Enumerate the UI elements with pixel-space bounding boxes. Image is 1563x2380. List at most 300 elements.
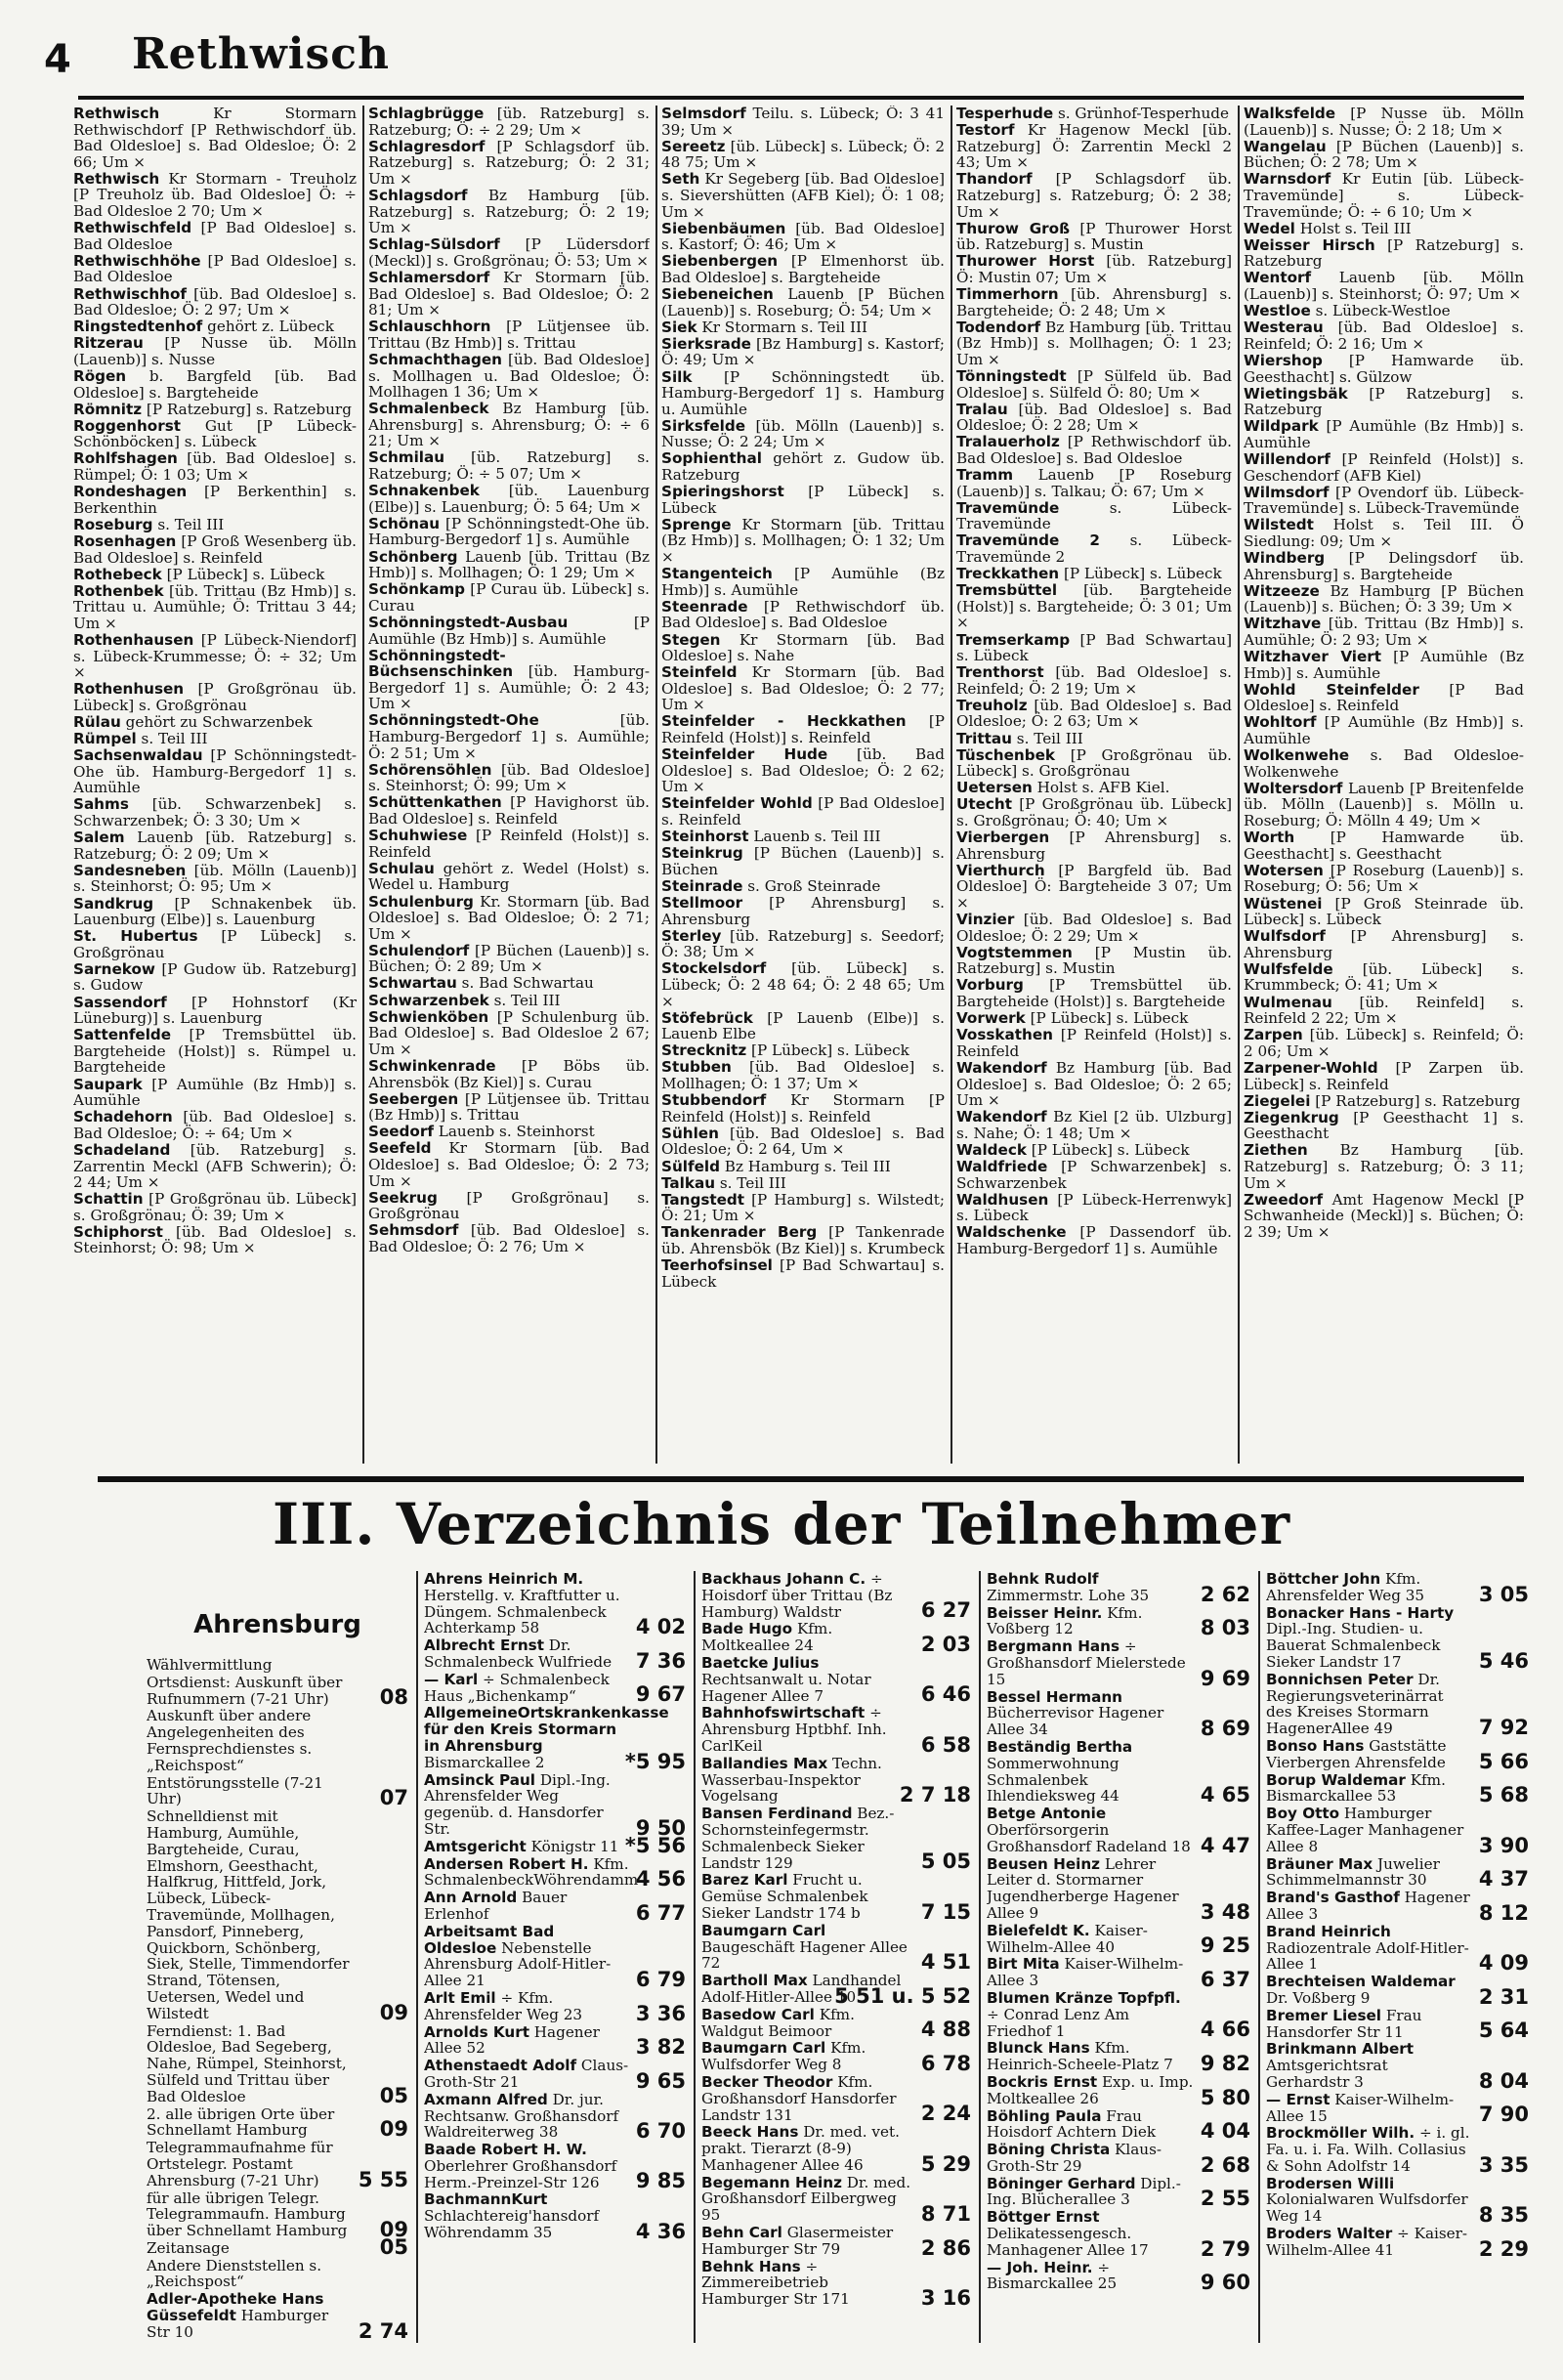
subscriber-name: Beisser Heinr. bbox=[987, 1603, 1103, 1622]
locality-name: Todendorf bbox=[956, 318, 1041, 336]
subscriber-details: Claus-Groth-Str 21 bbox=[424, 2057, 629, 2091]
locality-name: Wentorf bbox=[1244, 269, 1312, 287]
locality-entry bbox=[956, 664, 1232, 697]
locality-name: Tremsbüttel bbox=[956, 581, 1058, 600]
subscriber-entry bbox=[147, 1708, 408, 1773]
phone-number: 5 66 bbox=[1478, 1749, 1529, 1773]
locality-details: [P Schönningstedt-Ohe üb. Hamburg-Bergedorf 1] s. Aumühle bbox=[368, 514, 650, 549]
locality-name: Windberg bbox=[1244, 549, 1326, 568]
subscriber-column-5 bbox=[1266, 1571, 1529, 2353]
subscriber-details: Dipl.-Ing. Blücherallee 3 bbox=[987, 2174, 1181, 2209]
subscriber-entry bbox=[147, 1657, 408, 1674]
locality-entry bbox=[1244, 747, 1524, 780]
column-divider bbox=[950, 106, 952, 1464]
locality-name: Trenthorst bbox=[956, 663, 1044, 682]
locality-entry bbox=[956, 319, 1232, 368]
locality-name: Steinrade bbox=[661, 876, 743, 895]
locality-entry bbox=[1244, 237, 1524, 270]
locality-name: Zweedorf bbox=[1244, 1190, 1324, 1209]
subscriber-details: Gaststätte Vierbergen Ahrensfelde bbox=[1266, 1736, 1447, 1771]
subscriber-details: Dr. jur. Rechtsanw. Großhansdorf Waldreiterweg 38 bbox=[424, 2090, 619, 2142]
locality-details: [üb. Lauenburg (Elbe)] s. Lauenburg; Ö: 5 64; Um × bbox=[368, 482, 650, 516]
locality-entry bbox=[73, 450, 357, 483]
locality-name: Sehmsdorf bbox=[368, 1221, 459, 1240]
locality-details: Holst s. AFB Kiel. bbox=[1036, 779, 1170, 797]
locality-name: Steinfelder Hude bbox=[661, 745, 828, 764]
subscriber-entry bbox=[147, 2190, 408, 2239]
subscriber-name: Ann Arnold bbox=[424, 1889, 518, 1907]
locality-entry bbox=[1244, 995, 1524, 1027]
page-number: 4 bbox=[44, 37, 71, 82]
subscriber-name: Baumgarn Carl bbox=[701, 1921, 826, 1939]
locality-details: [P Ahrensburg] s. Ahrensburg bbox=[956, 829, 1232, 863]
subscriber-details: ÷ Zimmereibetrieb Hamburger Str 171 bbox=[701, 2257, 850, 2309]
locality-details: [üb. Hamburg-Bergedorf 1] s. Aumühle; Ö: 2 51; Um × bbox=[368, 711, 650, 762]
locality-entry bbox=[661, 960, 945, 1009]
locality-entry bbox=[73, 995, 357, 1027]
phone-number: 7 90 bbox=[1478, 2103, 1529, 2127]
phone-number: *5 56 bbox=[624, 1833, 686, 1857]
subscriber-details: Entstörungsstelle (7-21 Uhr) bbox=[147, 1773, 323, 1808]
subscriber-details: Hagener Allee 52 bbox=[424, 2022, 600, 2058]
locality-entry bbox=[1244, 1142, 1524, 1191]
locality-entry bbox=[1244, 451, 1524, 484]
locality-name: Tesperhude bbox=[956, 106, 1054, 122]
phone-number: 05 bbox=[379, 2083, 408, 2107]
locality-entry bbox=[368, 712, 650, 761]
locality-details: [P Ahrensburg] s. Ahrensburg bbox=[661, 894, 945, 928]
locality-details: [üb. Ratzeburg] Ö: Mustin 07; Um × bbox=[956, 252, 1232, 286]
locality-name: Tremserkamp bbox=[956, 630, 1071, 649]
subscriber-name: Bergmann Hans bbox=[987, 1637, 1120, 1656]
subscriber-name: Betge Antonie bbox=[987, 1805, 1107, 1823]
subscriber-entry bbox=[1266, 2226, 1529, 2259]
subscriber-entry bbox=[1266, 2174, 1529, 2228]
locality-name: Rümpel bbox=[73, 730, 137, 748]
locality-name: Wilstedt bbox=[1244, 516, 1314, 534]
locality-details: [P Lübeck] s. Lübeck bbox=[1031, 1140, 1190, 1159]
locality-name: Sereetz bbox=[661, 137, 726, 155]
locality-name: Rethwischhof bbox=[73, 284, 188, 303]
subscriber-name: Beusen Heinz bbox=[987, 1854, 1100, 1873]
subscriber-column-4 bbox=[987, 1571, 1250, 2353]
locality-entry bbox=[73, 220, 357, 252]
locality-name: Tangstedt bbox=[661, 1190, 745, 1209]
locality-details: Teilu. s. Lübeck; Ö: 3 41 39; Um × bbox=[661, 106, 945, 139]
locality-entry bbox=[73, 286, 357, 319]
locality-name: Zarpener-Wohld bbox=[1244, 1058, 1378, 1077]
locality-name: Siebenbergen bbox=[661, 252, 779, 271]
phone-number: 9 65 bbox=[635, 2068, 686, 2093]
locality-details: [P Nusse üb. Mölln (Lauenb)] s. Nusse bbox=[73, 334, 357, 368]
locality-details: Lauenb [üb. Ratzeburg] s. Ratzeburg; Ö: 2 09; Um × bbox=[73, 829, 357, 863]
locality-entry bbox=[661, 566, 945, 598]
locality-entry bbox=[661, 746, 945, 795]
subscriber-entry bbox=[701, 2123, 971, 2176]
locality-details: [P Schönningstedt-Ohe üb. Hamburg-Bergedorf 1] s. Aumühle bbox=[73, 746, 357, 797]
locality-details: s. Bad Schwartau bbox=[461, 974, 594, 993]
subscriber-entry bbox=[701, 1621, 971, 1654]
locality-entry bbox=[368, 449, 650, 482]
locality-entry bbox=[661, 845, 945, 877]
locality-details: Bz Hamburg [üb. Ratzeburg] s. Ratzeburg; Ö: 2 19; Um × bbox=[368, 186, 650, 237]
locality-name: Sandkrug bbox=[73, 894, 154, 913]
phone-number: 4 51 bbox=[920, 1950, 971, 1975]
locality-details: [P Reinfeld (Holst)] s. Reinfeld bbox=[956, 1026, 1232, 1060]
subscriber-entry bbox=[1266, 1605, 1529, 1671]
locality-details: [P Aumühle (Bz Hmb)] s. Aumühle bbox=[1244, 648, 1524, 682]
locality-name: Ziegenkrug bbox=[1244, 1108, 1339, 1126]
subscriber-entry bbox=[987, 1605, 1250, 1638]
locality-details: [üb. Hamburg-Bergedorf 1] s. Aumühle; Ö: 2 43; Um × bbox=[368, 662, 650, 713]
locality-details: [üb. Ratzeburg] s. Ratzeburg; Ö: ÷ 2 29; Um × bbox=[368, 106, 650, 139]
phone-number: 8 71 bbox=[920, 2202, 971, 2227]
locality-entry bbox=[956, 747, 1232, 780]
phone-number: 8 04 bbox=[1478, 2068, 1529, 2093]
column-divider bbox=[416, 1571, 418, 2343]
subscriber-name: Brand's Gasthof bbox=[1266, 1889, 1400, 1907]
subscriber-name: Blunck Hans bbox=[987, 2039, 1090, 2058]
subscriber-name: Bartholl Max bbox=[701, 1972, 808, 1990]
locality-details: Bz Kiel [2 üb. Ulzburg] s. Nahe; Ö: 1 48; Um × bbox=[956, 1108, 1232, 1142]
subscriber-entry bbox=[147, 2234, 408, 2259]
phone-number: 2 24 bbox=[920, 2102, 971, 2126]
locality-entry bbox=[1244, 171, 1524, 220]
locality-entry bbox=[73, 928, 357, 960]
column-divider bbox=[694, 1571, 696, 2343]
locality-details: [P Lütjensee üb. Trittau (Bz Hmb)] s. Trittau bbox=[368, 318, 650, 352]
locality-name: Willendorf bbox=[1244, 449, 1331, 468]
locality-name: Saupark bbox=[73, 1075, 143, 1093]
locality-details: [P Schlagsdorf üb. Ratzeburg] s. Ratzeburg; Ö: 2 38; Um × bbox=[956, 170, 1232, 221]
locality-details: Lauenb [P Roseburg (Lauenb)] s. Talkau; Ö: 67; Um × bbox=[956, 466, 1232, 500]
locality-entry bbox=[956, 253, 1232, 285]
locality-details: [P Böbs üb. Ahrensbök (Bz Kiel)] s. Curau bbox=[368, 1056, 650, 1091]
locality-name: Rethwisch bbox=[73, 106, 160, 122]
locality-details: [üb. Ratzeburg] s. Ratzeburg; Ö: ÷ 5 07; Um × bbox=[368, 448, 650, 484]
subscriber-entry bbox=[147, 1675, 408, 1708]
locality-entry bbox=[73, 418, 357, 450]
locality-entry bbox=[661, 664, 945, 713]
locality-entry bbox=[956, 1109, 1232, 1141]
locality-details: [P Zarpen üb. Lübeck] s. Reinfeld bbox=[1244, 1058, 1524, 1093]
phone-number: 09 bbox=[379, 2217, 408, 2241]
subscriber-details: Frau Hansdorfer Str 11 bbox=[1266, 2006, 1422, 2041]
subscriber-entry bbox=[701, 2072, 971, 2126]
subscriber-entry bbox=[424, 1833, 686, 1857]
phone-number: 4 47 bbox=[1200, 1833, 1250, 1857]
locality-details: [P Bad Oldesloe] s. Bad Oldesloe bbox=[73, 251, 357, 286]
subscriber-name: — Joh. Heinr. bbox=[987, 2258, 1093, 2276]
locality-name: Schulendorf bbox=[368, 941, 470, 959]
locality-entry bbox=[1244, 1060, 1524, 1092]
subscriber-entry bbox=[1266, 1922, 1529, 1976]
locality-details: [üb. Bad Oldesloe] s. Bad Oldesloe; Ö: 2 62; Um × bbox=[661, 745, 945, 796]
locality-name: Sandesneben bbox=[73, 861, 187, 879]
subscriber-details: Kfm. Ahrensfelder Weg 35 bbox=[1266, 1571, 1425, 1604]
locality-entry bbox=[73, 632, 357, 681]
subscriber-details: Techn. Wasserbau-Inspektor Vogelsang bbox=[701, 1754, 882, 1806]
subscriber-entry bbox=[1266, 2040, 1529, 2093]
locality-name: Schönberg bbox=[368, 547, 458, 566]
locality-name: Wakendorf bbox=[956, 1108, 1047, 1126]
locality-details: [P Dassendorf üb. Hamburg-Bergedorf 1] s. Aumühle bbox=[956, 1223, 1232, 1257]
phone-number: 09 bbox=[379, 2117, 408, 2142]
locality-name: Thurower Horst bbox=[956, 252, 1095, 271]
locality-details: s. Lübeck-Travemünde bbox=[956, 498, 1232, 533]
phone-number: 5 29 bbox=[920, 2151, 971, 2176]
locality-name: Wedel bbox=[1244, 219, 1295, 237]
phone-number: 5 46 bbox=[1478, 1648, 1529, 1673]
subscriber-entry bbox=[424, 1704, 686, 1773]
locality-column-1 bbox=[73, 106, 357, 1464]
phone-number: 8 12 bbox=[1478, 1900, 1529, 1925]
locality-details: [üb. Bargteheide (Holst)] s. Bargteheide; Ö: 3 01; Um × bbox=[956, 581, 1232, 632]
locality-details: gehört z. Wedel (Holst) s. Wedel u. Hamburg bbox=[368, 859, 650, 894]
locality-details: Amt Hagenow Meckl [P Schwanheide (Meckl)] s. Büchen; Ö: 2 39; Um × bbox=[1244, 1190, 1524, 1241]
locality-name: Steinfelder - Heckkathen bbox=[661, 712, 907, 731]
locality-entry bbox=[73, 517, 357, 533]
phone-number: 6 70 bbox=[635, 2119, 686, 2144]
locality-details: [üb. Lübeck] s. Reinfeld; Ö: 2 06; Um × bbox=[1244, 1026, 1524, 1060]
locality-details: [P Lüdersdorf (Meckl)] s. Großgrönau; Ö: 53; Um × bbox=[368, 235, 650, 270]
locality-name: Rothenbek bbox=[73, 581, 164, 600]
subscriber-entry bbox=[987, 2208, 1250, 2261]
locality-entry bbox=[661, 1042, 945, 1059]
subscriber-name: Athenstaedt Adolf bbox=[424, 2057, 577, 2075]
locality-details: [üb. Reinfeld] s. Reinfeld 2 22; Um × bbox=[1244, 993, 1524, 1028]
subscriber-details: Schlachtereig'hansdorf Wöhrendamm 35 bbox=[424, 2207, 600, 2242]
locality-entry bbox=[368, 581, 650, 614]
locality-name: Vinzier bbox=[956, 911, 1015, 929]
locality-name: Schönau bbox=[368, 514, 441, 532]
locality-name: Seedorf bbox=[368, 1123, 434, 1141]
locality-name: Vosskathen bbox=[956, 1026, 1053, 1044]
subscriber-entry bbox=[424, 1672, 686, 1705]
locality-details: [üb. Bad Oldesloe] s. Steinhorst; Ö: 99; Um × bbox=[368, 760, 650, 795]
subscriber-details: Dr. Schmalenbeck Wulfriede bbox=[424, 1636, 613, 1671]
locality-entry bbox=[956, 796, 1232, 829]
locality-name: Schlamersdorf bbox=[368, 268, 490, 286]
subscriber-details: Baugeschäft Hagener Allee 72 bbox=[701, 1937, 908, 1973]
phone-number: 9 85 bbox=[635, 2169, 686, 2193]
locality-entry bbox=[368, 828, 650, 860]
subscriber-details: ÷ Großhansdorf Mielerstede 15 bbox=[987, 1637, 1186, 1688]
locality-name: Travemünde 2 bbox=[956, 531, 1100, 550]
locality-details: s. Bad Oldesloe-Wolkenwehe bbox=[1244, 746, 1524, 781]
locality-entry bbox=[956, 500, 1232, 532]
subscriber-entry bbox=[424, 1772, 686, 1838]
locality-entry bbox=[368, 1190, 650, 1222]
locality-entry bbox=[956, 402, 1232, 434]
locality-details: [P Hamwarde üb. Geesthacht] s. Geesthacht bbox=[1244, 829, 1524, 863]
locality-name: Stellmoor bbox=[661, 894, 743, 912]
phone-number: 6 79 bbox=[635, 1967, 686, 1991]
subscriber-entry bbox=[987, 1923, 1250, 1956]
locality-entry bbox=[661, 632, 945, 664]
subscriber-entry bbox=[1266, 2092, 1529, 2125]
locality-details: Kr. Stormarn [üb. Bad Oldesloe] s. Bad Oldesloe; Ö: 2 71; Um × bbox=[368, 892, 650, 943]
subscriber-entry bbox=[701, 1871, 971, 1924]
page-header bbox=[44, 27, 1529, 86]
subscriber-details: Kfm. Großhansdorf Hansdorfer Landstr 131 bbox=[701, 2072, 897, 2124]
locality-entry bbox=[1244, 616, 1524, 648]
subscriber-entry bbox=[1266, 1856, 1529, 1890]
subscriber-name: Bockris Ernst bbox=[987, 2072, 1098, 2091]
locality-name: Selmsdorf bbox=[661, 106, 746, 122]
phone-number: 5 05 bbox=[920, 1849, 971, 1874]
phone-number: 6 46 bbox=[920, 1682, 971, 1707]
subscriber-name: Basedow Carl bbox=[701, 2005, 815, 2023]
subscriber-entry bbox=[987, 2142, 1250, 2175]
locality-name: Talkau bbox=[661, 1173, 716, 1192]
locality-details: [üb. Bad Oldesloe] s. Reinfeld; Ö: 2 19; Um × bbox=[956, 663, 1232, 698]
locality-name: Steenrade bbox=[661, 597, 748, 616]
locality-entry bbox=[368, 139, 650, 188]
locality-name: Thandorf bbox=[956, 170, 1033, 189]
locality-details: [üb. Mölln (Lauenb)] s. Nusse; Ö: 2 24; Um × bbox=[661, 416, 945, 451]
locality-entry bbox=[956, 368, 1232, 401]
locality-details: [P Curau üb. Lübeck] s. Curau bbox=[368, 580, 650, 615]
phone-number: 2 79 bbox=[1200, 2236, 1250, 2261]
locality-name: Sassendorf bbox=[73, 993, 167, 1011]
subscriber-name: Behnk Rudolf bbox=[987, 1571, 1099, 1588]
locality-entry bbox=[73, 714, 357, 731]
locality-entry bbox=[368, 993, 650, 1009]
phone-number: 09 bbox=[379, 2000, 408, 2024]
locality-entry bbox=[368, 894, 650, 943]
locality-name: Steinfeld bbox=[661, 663, 738, 682]
locality-name: Stubbendorf bbox=[661, 1091, 767, 1110]
directory-page bbox=[39, 27, 1529, 2362]
locality-details: Kr Segeberg [üb. Bad Oldesloe] s. Sievershütten (AFB Kiel); Ö: 1 08; Um × bbox=[661, 170, 945, 221]
subscriber-details: Rechtsanwalt u. Notar Hagener Allee 7 bbox=[701, 1670, 871, 1705]
subscriber-entry bbox=[147, 2290, 408, 2343]
subscriber-name: Bonso Hans bbox=[1266, 1736, 1365, 1755]
locality-entry bbox=[956, 221, 1232, 253]
locality-entry bbox=[661, 221, 945, 253]
subscriber-details: ÷ Ahrensburg Hptbhf. Inh. CarlKeil bbox=[701, 1704, 887, 1755]
subscriber-details: ÷ i. gl. Fa. u. i. Fa. Wilh. Collasius & Sohn Adolfstr 14 bbox=[1266, 2124, 1470, 2175]
locality-name: Schadeland bbox=[73, 1140, 171, 1159]
phone-number: 4 09 bbox=[1478, 1951, 1529, 1976]
locality-name: Tramm bbox=[956, 466, 1014, 485]
locality-name: Ringstedtenhof bbox=[73, 318, 203, 336]
subscriber-name: BachmannKurt bbox=[424, 2190, 548, 2209]
subscriber-details: Andere Dienststellen s. „Reichspost“ bbox=[147, 2256, 322, 2291]
locality-entry bbox=[73, 106, 357, 170]
locality-details: [P Schlagsdorf üb. Ratzeburg] s. Ratzeburg; Ö: 2 31; Um × bbox=[368, 137, 650, 188]
locality-entry bbox=[956, 467, 1232, 499]
subscriber-details: Amtsgerichtsrat Gerhardstr 3 bbox=[1266, 2057, 1388, 2091]
locality-entry bbox=[956, 286, 1232, 319]
locality-name: Woltersdorf bbox=[1244, 779, 1343, 797]
locality-entry bbox=[661, 928, 945, 960]
phone-number: 3 05 bbox=[1478, 1582, 1529, 1606]
locality-details: s. Teil III bbox=[141, 730, 208, 748]
subscriber-details: ÷ Schmalenbeck Haus „Bichenkamp“ bbox=[424, 1670, 610, 1705]
subscriber-name: Brinkmann Albert bbox=[1266, 2040, 1415, 2059]
subscriber-entry bbox=[1266, 2008, 1529, 2041]
locality-entry bbox=[1244, 714, 1524, 746]
locality-name: Stöfebrück bbox=[661, 1008, 753, 1027]
locality-entry bbox=[368, 615, 650, 647]
subscriber-entry bbox=[1266, 1974, 1529, 2007]
locality-entry bbox=[956, 532, 1232, 565]
locality-name: Seth bbox=[661, 170, 700, 189]
locality-details: Kr Stormarn - Treuholz [P Treuholz üb. Bad Oldesloe] Ö: ÷ Bad Oldesloe 2 70; Um × bbox=[73, 169, 357, 221]
subscriber-details: Kaiser-Wilhelm-Allee 3 bbox=[987, 1955, 1184, 1990]
subscriber-details: Juwelier Schimmelmannstr 30 bbox=[1266, 1854, 1440, 1890]
phone-number: 2 31 bbox=[1478, 1984, 1529, 2009]
locality-entry bbox=[661, 1257, 945, 1290]
locality-name: Rondeshagen bbox=[73, 483, 188, 501]
locality-name: Treckkathen bbox=[956, 565, 1060, 583]
subscriber-details: Kfm. Moltkeallee 24 bbox=[701, 1620, 833, 1655]
locality-details: Kr Hagenow Meckl [üb. Ratzeburg] Ö: Zarrentin Meckl 2 43; Um × bbox=[956, 121, 1232, 172]
phone-number: 8 03 bbox=[1200, 1616, 1250, 1640]
locality-entry bbox=[661, 895, 945, 927]
locality-entry bbox=[1244, 961, 1524, 994]
locality-details: Bz Hamburg [üb. Ratzeburg] s. Ratzeburg; Ö: 3 11; Um × bbox=[1244, 1141, 1524, 1192]
subscriber-entry bbox=[987, 1988, 1250, 2042]
subscriber-details: Klaus-Groth-Str 29 bbox=[987, 2141, 1162, 2175]
locality-details: Kr Stormarn s. Teil III bbox=[701, 318, 867, 336]
subscriber-details: Dr. Voßberg 9 bbox=[1266, 1988, 1371, 2007]
locality-details: [P Tremsbüttel üb. Bargteheide (Holst)] s. Bargteheide bbox=[956, 976, 1232, 1011]
subscriber-details: Zeitansage bbox=[147, 2238, 230, 2257]
locality-name: Spieringshorst bbox=[661, 483, 784, 501]
subscriber-entry bbox=[701, 1571, 971, 1623]
subscriber-name: Beeck Hans bbox=[701, 2123, 799, 2142]
subscriber-entry bbox=[147, 1807, 408, 2024]
locality-details: [P Tremsbüttel üb. Bargteheide (Holst)] s. Rümpel u. Bargteheide bbox=[73, 1026, 357, 1077]
locality-details: Gut [P Lübeck-Schönböcken] s. Lübeck bbox=[73, 416, 357, 451]
locality-entry bbox=[73, 335, 357, 367]
locality-entry bbox=[368, 352, 650, 401]
locality-entry bbox=[956, 731, 1232, 747]
locality-name: Rethwischfeld bbox=[73, 219, 192, 237]
locality-name: Römnitz bbox=[73, 400, 143, 418]
locality-details: Lauenb [üb. Mölln (Lauenb)] s. Steinhorst; Ö: 97; Um × bbox=[1244, 269, 1524, 304]
phone-number: 2 7 18 bbox=[899, 1783, 971, 1807]
locality-details: [P Aumühle (Bz Hmb)] s. Aumühle bbox=[73, 1075, 357, 1110]
locality-details: [üb. Lübeck] s. Krummbeck; Ö: 41; Um × bbox=[1244, 959, 1524, 995]
locality-entry bbox=[73, 829, 357, 862]
locality-entry bbox=[73, 1077, 357, 1109]
subscriber-details: Bez.-Schornsteinfegermstr. Schmalenbeck Sieker Landstr 129 bbox=[701, 1805, 895, 1872]
locality-entry bbox=[956, 698, 1232, 730]
locality-name: Schönningstedt-Büchsenschinken bbox=[368, 646, 514, 681]
locality-details: [üb. Mölln (Lauenb)] s. Steinhorst; Ö: 95; Um × bbox=[73, 861, 357, 896]
locality-details: [üb. Lübeck] s. Lübeck; Ö: 2 48 75; Um × bbox=[661, 137, 945, 172]
subscriber-entry bbox=[1266, 1672, 1529, 1737]
locality-entry bbox=[73, 1027, 357, 1076]
subscriber-name: AllgemeineOrtskrankenkasse für den Kreis Stormarn in Ahrensburg bbox=[424, 1704, 669, 1755]
phone-number: 3 35 bbox=[1478, 2152, 1529, 2177]
locality-entry bbox=[368, 188, 650, 236]
subscriber-entry bbox=[987, 1637, 1250, 1690]
section-rule bbox=[98, 1476, 1524, 1482]
locality-entry bbox=[368, 319, 650, 351]
locality-details: Lauenb s. Steinhorst bbox=[438, 1123, 595, 1141]
locality-details: [P Schönningstedt üb. Hamburg-Bergedorf 1] s. Hamburg u. Aumühle bbox=[661, 367, 945, 418]
locality-name: Westerau bbox=[1244, 319, 1324, 337]
locality-details: [P Ovendorf üb. Lübeck-Travemünde] s. Lübeck-Travemünde bbox=[1244, 483, 1524, 518]
subscriber-column-3 bbox=[701, 1571, 971, 2353]
subscriber-details: Dipl.-Ing. Ahrensfelder Weg gegenüb. d. Hansdorfer Str. bbox=[424, 1770, 611, 1838]
locality-details: [üb. Bad Oldesloe] s. Rümpel; Ö: 1 03; Um × bbox=[73, 449, 357, 485]
